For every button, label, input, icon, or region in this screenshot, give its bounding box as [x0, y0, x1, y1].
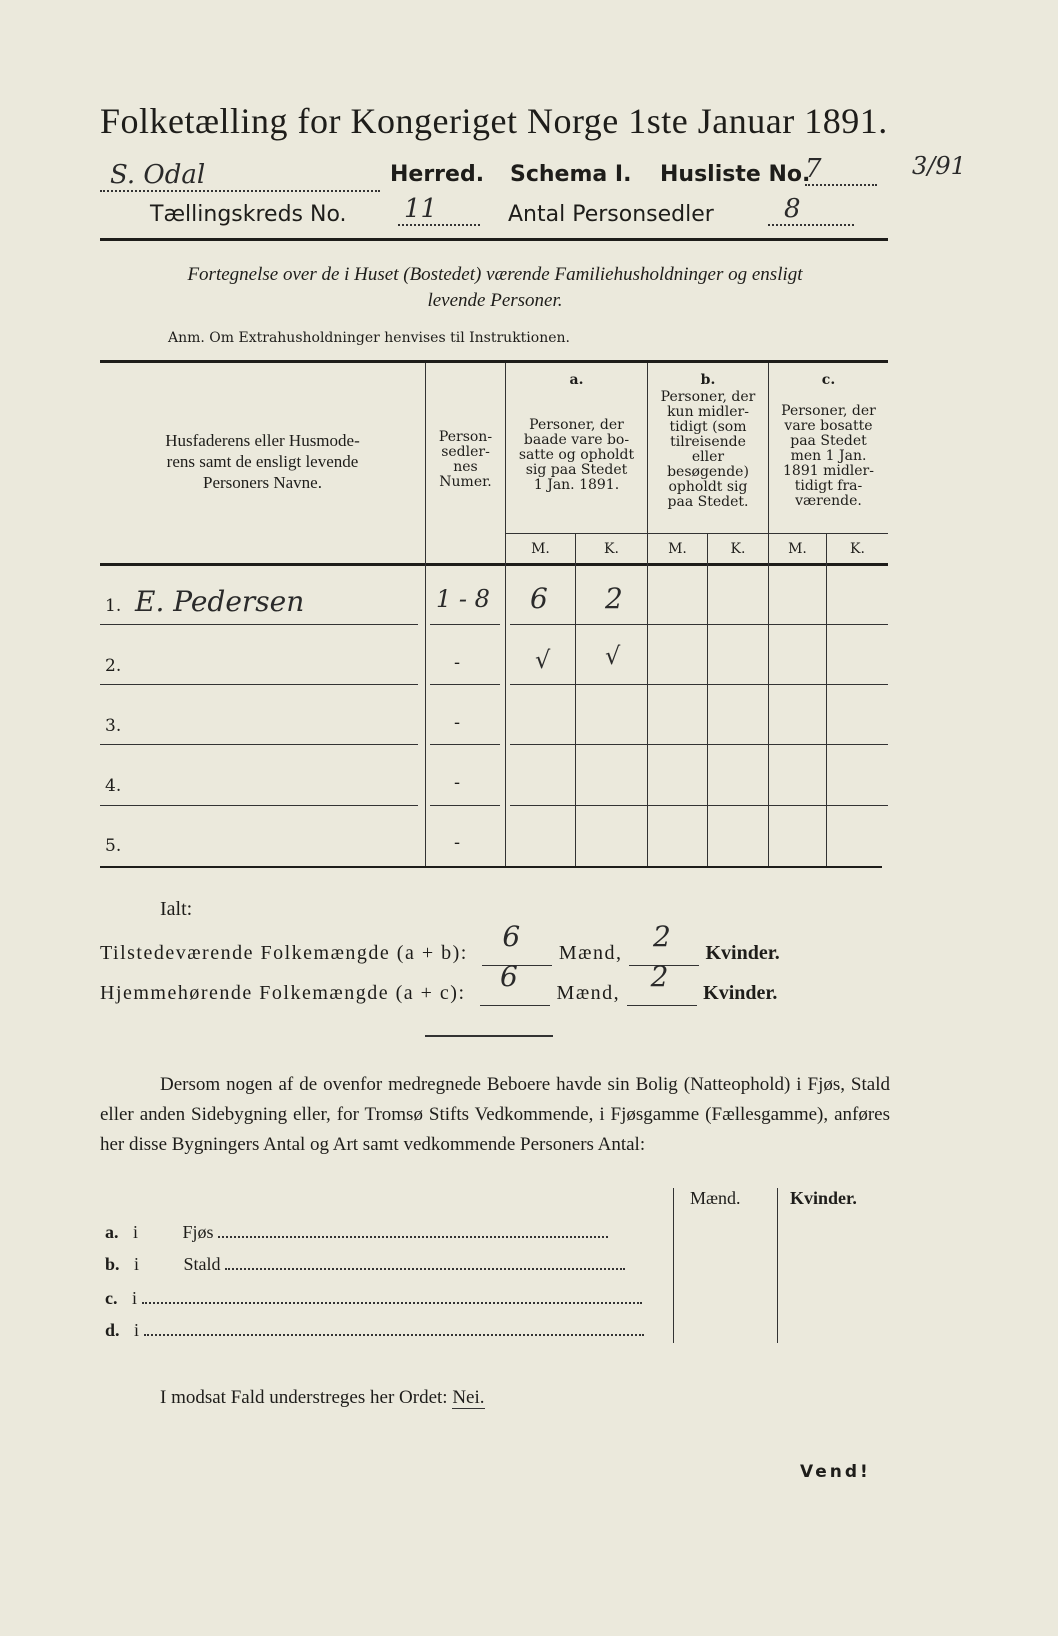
ob-row-letter: c.: [105, 1288, 118, 1308]
ob-row-dots: [144, 1334, 644, 1336]
a-k-head: K.: [604, 541, 619, 557]
b-k-head: K.: [730, 541, 746, 557]
antal-label: Antal Personsedler: [508, 202, 714, 227]
col-head-numer-3: nes: [453, 459, 478, 475]
footer-line: [160, 1387, 485, 1409]
table-top-rule: [100, 360, 888, 363]
col-head-c-4: men 1 Jan.: [790, 448, 867, 464]
husliste-label: Husliste No.: [660, 162, 811, 187]
row-numer: -: [454, 652, 461, 673]
col-head-names-1: Husfaderens eller Husmode-: [165, 431, 360, 450]
ob-row-dots: [142, 1302, 642, 1304]
ob-row-a: [105, 1222, 665, 1243]
col-head-c-3: paa Stedet: [790, 433, 867, 449]
hjemme-k-field: [627, 960, 697, 1006]
footer-text: I modsat Fald understreges her Ordet:: [160, 1387, 448, 1408]
row-number: 4.: [105, 776, 122, 796]
row-numer: -: [454, 712, 461, 733]
row-a-k: √: [605, 642, 621, 670]
row-line-1c: [510, 624, 888, 625]
row-line-4b: [430, 805, 500, 806]
col-head-b-6: besøgende): [667, 464, 749, 480]
col-head-c-1: Personer, der: [781, 403, 876, 419]
row-a-k: 2: [605, 582, 623, 615]
col-head-a-4: sig paa Stedet: [525, 462, 628, 478]
hjemme-m-value: 6: [500, 960, 518, 993]
antal-field: [768, 194, 848, 226]
row-number: 1.: [105, 596, 122, 616]
col-head-b-2: kun midler-: [667, 404, 749, 420]
col-head-names-2: rens samt de ensligt levende: [166, 452, 359, 471]
hjemme-row: [100, 960, 778, 1006]
col-head-b-4: tilreisende: [670, 434, 746, 450]
anm-note: Anm. Om Extrahusholdninger henvises til Instruktionen.: [168, 330, 570, 346]
col-head-names: [105, 430, 420, 493]
col-head-b-8: paa Stedet.: [667, 494, 749, 510]
hjemme-label: Hjemmehørende Folkemængde (a + c):: [100, 982, 466, 1004]
schema-label: Schema I.: [510, 162, 632, 187]
row-line-3c: [510, 744, 888, 745]
row-line-1: [100, 624, 418, 625]
intro-line-2: levende Personer.: [427, 290, 563, 311]
c-m-head: M.: [788, 541, 807, 557]
row-a-m: 6: [530, 582, 548, 615]
ob-row-prefix: i: [134, 1254, 140, 1274]
col-head-b-1: Personer, der: [660, 389, 756, 405]
col-head-numer-4: Numer.: [439, 474, 492, 490]
row-line-1b: [430, 624, 500, 625]
ob-row-d: [105, 1320, 665, 1341]
ob-maend-head: Mænd.: [690, 1188, 741, 1208]
col-head-numer: [426, 430, 505, 490]
ob-row-letter: b.: [105, 1254, 120, 1274]
outbuilding-paragraph: Dersom nogen af de ovenfor medregnede Beboere havde sin Bolig (Natteophold) i Fjøs, Stald eller anden Sidebygning eller, for Tromsø Stifts Vedkommende, i Fjøsgamme (Fællesgamme), anføres her disse Bygningers Antal og Art samt vedkommende Personers Antal:: [100, 1074, 890, 1155]
col-head-c-letter: c.: [821, 372, 836, 388]
tilsted-label: Tilstedeværende Folkemængde (a + b):: [100, 942, 468, 964]
row-line-2: [100, 684, 418, 685]
c-k-head: K.: [850, 541, 865, 557]
tilsted-maend: Mænd,: [558, 942, 623, 964]
herred-label: Herred.: [390, 162, 485, 187]
row-line-2b: [430, 684, 500, 685]
tilsted-kvinder: Kvinder.: [705, 942, 780, 964]
col-head-c: [769, 404, 888, 509]
vline-a-mk: [575, 534, 576, 866]
row-number: 3.: [105, 716, 122, 736]
ob-row-label: Stald: [183, 1254, 221, 1274]
herred-field: [100, 160, 380, 192]
hjemme-maend: Mænd,: [556, 982, 621, 1004]
separator: [425, 1035, 553, 1037]
ob-row-prefix: i: [134, 1320, 140, 1340]
ob-row-prefix: i: [132, 1288, 138, 1308]
col-head-b-3: tidigt (som: [669, 419, 747, 435]
col-head-a-1: Personer, der: [529, 417, 624, 433]
hjemme-m-field: [480, 960, 550, 1006]
row-line-3b: [430, 744, 500, 745]
row-line-4c: [510, 805, 888, 806]
form-title: Folketælling for Kongeriget Norge 1ste Januar 1891.: [100, 101, 888, 141]
vline-c-mk: [826, 534, 827, 866]
col-head-c-5: 1891 midler-: [783, 463, 874, 479]
row-name: E. Pedersen: [135, 585, 305, 618]
vline-b-mk: [707, 534, 708, 866]
intro-line-1: Fortegnelse over de i Huset (Bostedet) værende Familiehusholdninger og ensligt: [187, 264, 803, 285]
row-number: 2.: [105, 656, 122, 676]
col-head-names-3: Personers Navne.: [203, 473, 322, 492]
col-head-c-7: værende.: [795, 493, 862, 509]
col-head-a-3: satte og opholdt: [518, 447, 635, 463]
row-numer: -: [454, 832, 461, 853]
ob-row-dots: [225, 1268, 625, 1270]
husliste-field: [805, 154, 883, 186]
hjemme-k-value: 2: [650, 960, 669, 993]
tilsted-m-value: 6: [502, 920, 521, 953]
col-head-a-2: baade vare bo-: [523, 432, 630, 448]
kreds-label: Tællingskreds No.: [150, 202, 347, 227]
row-a-m: √: [535, 646, 551, 674]
row-numer: 1 - 8: [436, 585, 490, 613]
row-numer: -: [454, 772, 461, 793]
hjemme-kvinder: Kvinder.: [703, 982, 778, 1004]
kreds-value: 11: [398, 194, 480, 226]
col-head-numer-1: Person-: [438, 429, 493, 445]
vend-label: Vend!: [800, 1462, 871, 1482]
antal-value: 8: [768, 194, 854, 226]
b-m-head: M.: [668, 541, 687, 557]
side-note: 3/91: [912, 152, 966, 180]
ob-row-label: Fjøs: [182, 1222, 214, 1242]
row-line-4: [100, 805, 418, 806]
ob-row-letter: d.: [105, 1320, 120, 1340]
ob-vline-1: [673, 1188, 674, 1343]
table-head-rule: [100, 563, 888, 566]
row-line-2c: [510, 684, 888, 685]
ob-row-prefix: i: [133, 1222, 139, 1242]
tilsted-k-value: 2: [652, 920, 671, 953]
kreds-field: [398, 194, 478, 226]
col-head-a-5: 1 Jan. 1891.: [533, 477, 620, 493]
ob-row-dots: [218, 1236, 608, 1238]
husliste-value: 7: [805, 154, 877, 186]
tilsted-row: [100, 920, 780, 966]
table-bottom-rule: [100, 866, 882, 868]
nei-word: Nei.: [452, 1387, 485, 1408]
col-head-c-6: tidigt fra-: [794, 478, 863, 494]
ob-kvinder-head: Kvinder.: [790, 1188, 857, 1208]
mk-top-line: [505, 533, 888, 534]
ob-row-c: [105, 1288, 665, 1309]
ialt-label: Ialt:: [160, 898, 193, 920]
col-head-b-letter: b.: [700, 372, 716, 388]
col-head-a-letter: a.: [569, 372, 584, 388]
ob-row-letter: a.: [105, 1222, 119, 1242]
col-head-b-7: opholdt sig: [668, 479, 748, 495]
col-head-c-2: vare bosatte: [784, 418, 873, 434]
row-number: 5.: [105, 836, 122, 856]
row-line-3: [100, 744, 418, 745]
herred-value: S. Odal: [100, 160, 380, 192]
ob-vline-2: [777, 1188, 778, 1343]
col-head-numer-2: sedler-: [441, 444, 490, 460]
ob-row-b: [105, 1254, 665, 1275]
a-m-head: M.: [531, 541, 550, 557]
col-head-a: [506, 418, 647, 493]
col-head-b: [648, 390, 768, 510]
col-head-b-5: eller: [691, 449, 725, 465]
header-rule: [100, 238, 888, 241]
